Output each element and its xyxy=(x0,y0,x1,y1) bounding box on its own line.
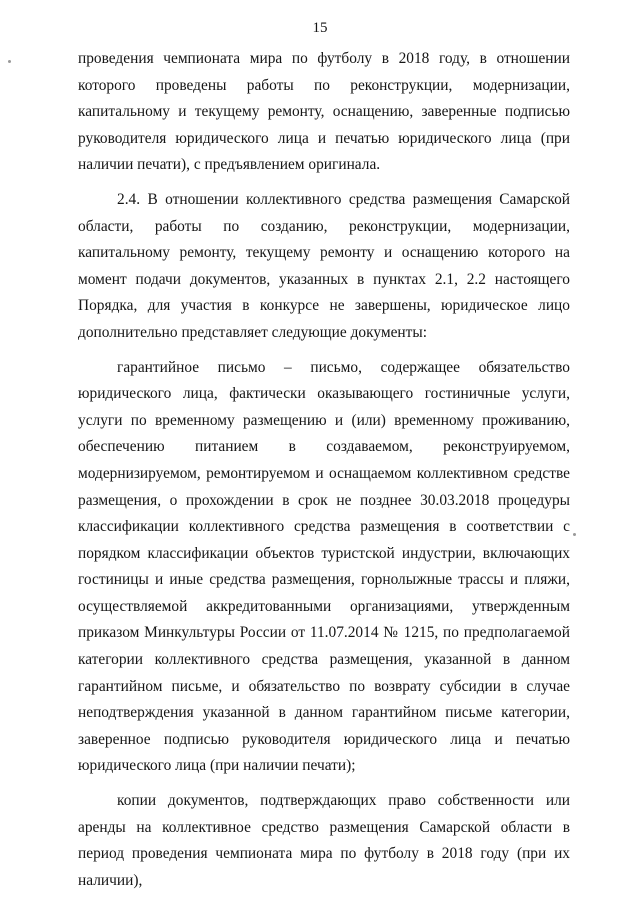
paragraph-continuation: проведения чемпионата мира по футболу в 2018 году, в отношении которого проведены работы по реконструкции, модернизации, капитальному и текущему ремонту, оснащению, заверенные подписью руководителя юридического лица и печатью юридического лица (при наличии печати), с предъявлением оригинала. xyxy=(78,50,570,174)
paragraph-section-2-4: 2.4. В отношении коллективного средства размещения Самарской области, работы по созданию, реконструкции, модернизации, капитальному ремонту, текущему ремонту и оснащению которого на момент подачи документов, указанных в пунктах 2.1, 2.2 настоящего Порядка, для участия в конкурсе не завершены, юридическое лицо дополнительно представляет следующие документы: xyxy=(78,190,570,341)
paragraph-ownership-documents: копии документов, подтверждающих право собственности или аренды на коллективное средство размещения Самарской области в период проведения чемпионата мира по футболу в 2018 году (при их наличии), xyxy=(78,792,570,889)
scan-speck xyxy=(573,533,576,536)
scan-speck xyxy=(8,60,11,63)
page-number: 15 xyxy=(312,20,328,36)
body-text xyxy=(78,46,570,894)
paragraph-guarantee-letter: гарантийное письмо – письмо, содержащее обязательство юридического лица, фактически оказывающего гостиничные услуги, услуги по временному размещению и (или) временному проживанию, обеспечению питанием в создаваемом, реконструируемом, модернизируемом, ремонтируемом и оснащаемом коллективном средстве размещения, о прохождении в срок не позднее 30.03.2018 процедуры классификации коллективного средства размещения в соответствии с порядком классификации объектов туристской индустрии, включающих гостиницы и иные средства размещения, горнолыжные трассы и пляжи, осуществляемой аккредитованными организациями, утвержденным приказом Минкультуры России от 11.07.2014 № 1215, по предполагаемой категории коллективного средства размещения, указанной в данном гарантийном письме, и обязательство по возврату субсидии в случае неподтверждения указанной в данном гарантийном письме категории, заверенное подписью руководителя юридического лица и печатью юридического лица (при наличии печати); xyxy=(78,358,570,775)
